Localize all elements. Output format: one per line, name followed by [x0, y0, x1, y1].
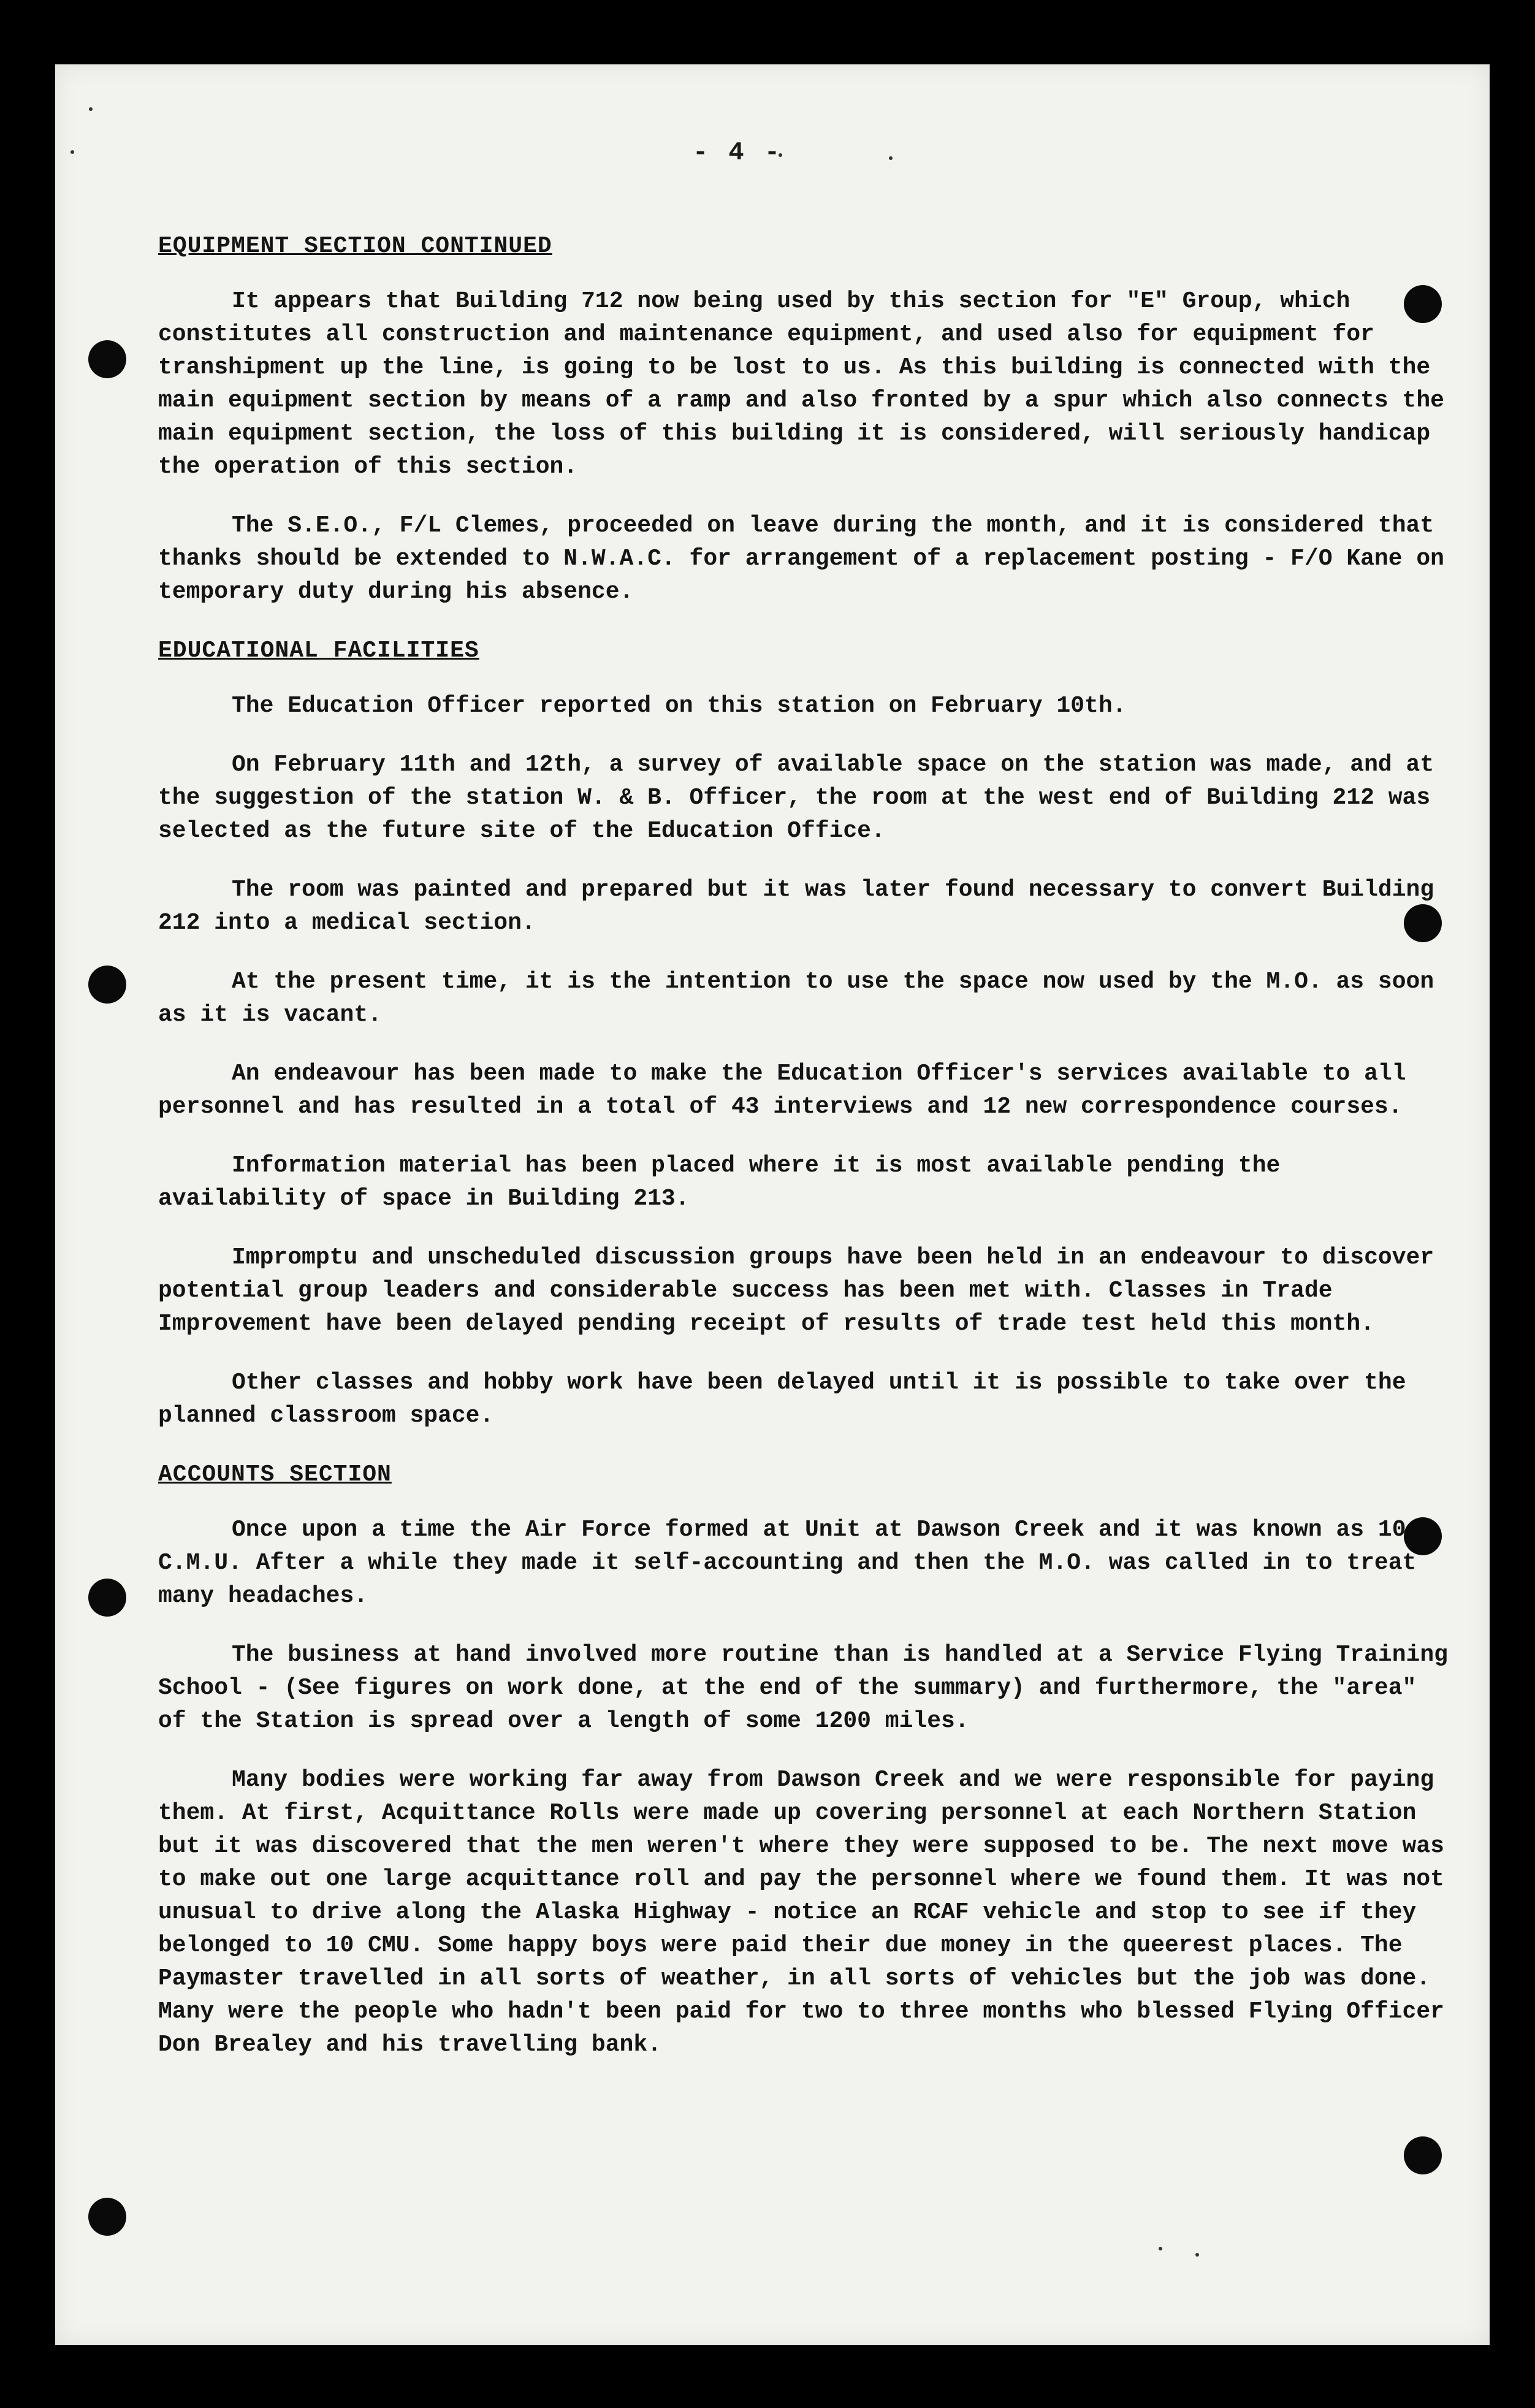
paragraph: On February 11th and 12th, a survey of available space on the station was made, and at the suggestion of the station W. & B. Officer, the room at the west end of Building 212 was selected as the future site of the Education Office. — [158, 752, 1434, 844]
punch-hole — [88, 1579, 126, 1617]
paragraph: Information material has been placed where it is most available pending the availability of space in Building 213. — [158, 1153, 1281, 1212]
section-heading-educational: EDUCATIONAL FACILITIES — [158, 638, 479, 664]
speck — [89, 107, 93, 111]
punch-hole — [88, 966, 126, 1004]
speck — [889, 156, 893, 160]
punch-hole — [88, 2198, 126, 2236]
section-heading-accounts: ACCOUNTS SECTION — [158, 1461, 392, 1488]
paragraph: It appears that Building 712 now being used by this section for "E" Group, which constitutes all construction and maintenance equipment, and used also for equipment for transhipment up the line, is going to be lost to us. As this building is connected with the main equipment section by means of a ramp and also fronted by a spur which also connects the main equipment section, the loss of this building it is considered, will seriously handicap the operation of this section. — [158, 288, 1444, 480]
paragraph: Many bodies were working far away from Dawson Creek and we were responsible for paying them. At first, Acquittance Rolls were made up covering personnel at each Northern Station but it was discovered that the men weren't where they were supposed to be. The next move was to make out one large acquittance roll and pay the personnel where we found them. It was not unusual to drive along the Alaska Highway - notice an RCAF vehicle and stop to see if they belonged to 10 CMU. Some happy boys were paid their due money in the queerest places. The Paymaster travelled in all sorts of weather, in all sorts of vehicles but the job was done. Many were the people who hadn't been paid for two to three months who blessed Flying Officer Don Brealey and his travelling bank. — [158, 1767, 1444, 2058]
document-page — [55, 64, 1490, 2345]
section-heading-equipment: EQUIPMENT SECTION CONTINUED — [158, 233, 552, 259]
speck — [1195, 2253, 1199, 2257]
page-number: - 4 - — [693, 138, 783, 167]
paragraph: Other classes and hobby work have been delayed until it is possible to take over the planned classroom space. — [158, 1370, 1406, 1429]
paragraph: The business at hand involved more routine than is handled at a Service Flying Training School - (See figures on work done, at the end of the summary) and furthermore, the "area" of the Station is spread over a length of some 1200 miles. — [158, 1642, 1448, 1734]
paragraph: Once upon a time the Air Force formed at Unit at Dawson Creek and it was known as 10 C.M.U. After a while they made it self-accounting and then the M.O. was called in to treat many headaches. — [158, 1517, 1417, 1609]
paragraph: The S.E.O., F/L Clemes, proceeded on leave during the month, and it is considered that thanks should be extended to N.W.A.C. for arrangement of a replacement posting - F/O Kane on temporary duty during his absence. — [158, 512, 1444, 605]
paragraph: An endeavour has been made to make the Education Officer's services available to all personnel and has resulted in a total of 43 interviews and 12 new correspondence courses. — [158, 1061, 1406, 1120]
punch-hole — [88, 340, 126, 378]
paragraph: The Education Officer reported on this station on February 10th. — [232, 693, 1127, 719]
document-body — [158, 230, 1452, 2087]
paragraph: At the present time, it is the intention to use the space now used by the M.O. as soon as it is vacant. — [158, 969, 1434, 1028]
punch-hole — [1404, 2136, 1442, 2174]
speck — [70, 150, 74, 154]
paragraph: Impromptu and unscheduled discussion groups have been held in an endeavour to discover potential group leaders and considerable success has been met with. Classes in Trade Improvement have been delayed pending receipt of results of trade test held this month. — [158, 1244, 1434, 1337]
paragraph: The room was painted and prepared but it was later found necessary to convert Building 212 into a medical section. — [158, 877, 1434, 936]
speck — [1159, 2247, 1162, 2250]
